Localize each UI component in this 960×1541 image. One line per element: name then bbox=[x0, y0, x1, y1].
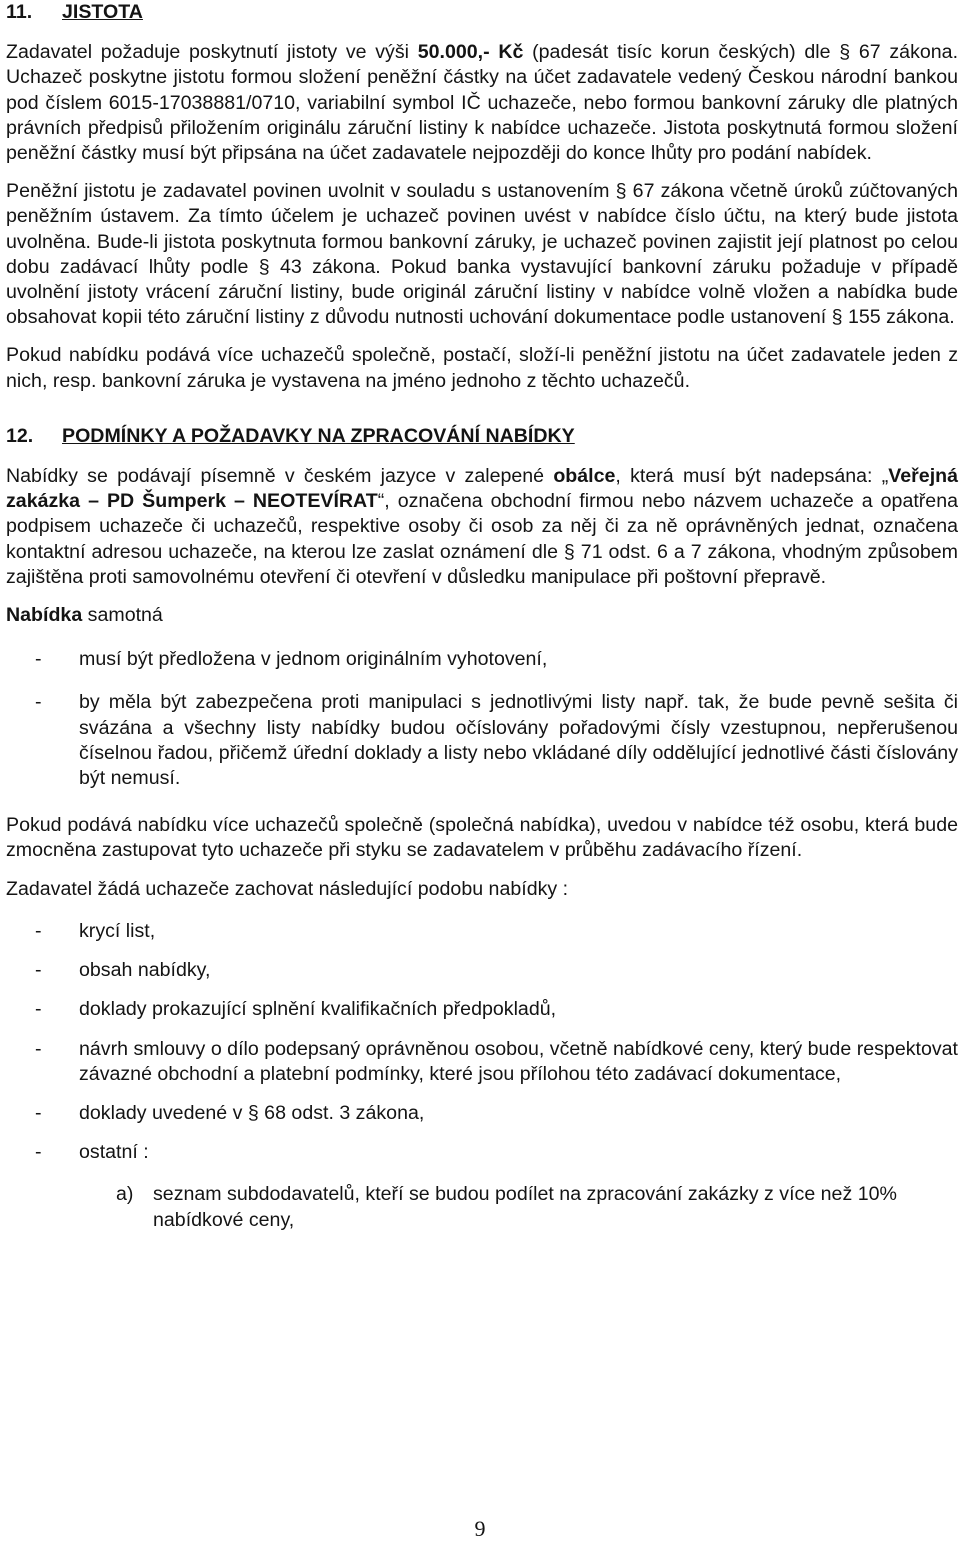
bid-bold: Nabídka bbox=[6, 604, 83, 627]
list-item-text: návrh smlouvy o dílo podepsaný oprávněnou osobou, včetně nabídkové ceny, který bude respektovat závazné obchodní a platební podmínky, které jsou přílohou této zadávací dokumentace, bbox=[79, 1037, 958, 1085]
list-item bbox=[6, 647, 958, 672]
paragraph-bid-itself bbox=[6, 603, 958, 628]
list-item-text: ostatní : bbox=[79, 1141, 149, 1164]
list-item-text: doklady uvedené v § 68 odst. 3 zákona, bbox=[79, 1101, 425, 1124]
section-title: JISTOTA bbox=[62, 1, 143, 23]
sub-list-item-a bbox=[6, 1182, 958, 1232]
envelope-label-bold: Veřejná zakázka – PD Šumperk – NEOTEVÍRAT bbox=[6, 465, 958, 513]
section-number: 12. bbox=[6, 424, 34, 447]
amount-bold: 50.000,- Kč bbox=[417, 41, 524, 64]
list-dash: - bbox=[35, 1101, 42, 1124]
paragraph-guarantee-release: Peněžní jistotu je zadavatel povinen uvolnit v souladu s ustanovením § 67 zákona včetně úroků zúčtovaných peněžním ústavem. Za tímto účelem je uchazeč povinen uvést v nabídce číslo účtu, na který bude jistota uvolněna. Bude-li jistota poskytnuta formou bankovní záruky, je uchazeč povinen zajistit její platnost po celou dobu zadávací lhůty podle § 43 zákona. Pokud banka vystavující bankovní záruku požaduje v případě uvolnění jistoty vrácení záruční listiny, bude originál záruční listiny v nabídce volně vložen a nabídka bude obsahovat kopii této záruční listiny z důvodu nutnosti uchování dokumentace podle ustanovení § 155 zákona. bbox=[6, 180, 958, 329]
list-item bbox=[6, 997, 958, 1022]
list-item bbox=[6, 919, 958, 944]
sub-list-marker: a) bbox=[116, 1183, 134, 1206]
text-run: Nabídky se podávají písemně v českém jazyce v zalepené bbox=[6, 465, 554, 488]
paragraph-joint-bid: Pokud nabídku podává více uchazečů společně, postačí, složí-li peněžní jistotu na účet zadavatele jeden z nich, resp. bankovní záruka je vystavena na jméno jednoho z těchto uchazečů. bbox=[6, 344, 958, 392]
bid-structure-list bbox=[6, 919, 958, 1165]
list-dash: - bbox=[35, 959, 42, 982]
page-number: 9 bbox=[474, 1516, 486, 1541]
section-title: PODMÍNKY A POŽADAVKY NA ZPRACOVÁNÍ NABÍDKY bbox=[62, 424, 575, 447]
sub-list-text: seznam subdodavatelů, kteří se budou podílet na zpracování zakázky z více než 10% nabídkové ceny, bbox=[153, 1183, 897, 1231]
list-dash: - bbox=[35, 691, 42, 714]
list-dash: - bbox=[35, 919, 42, 942]
list-item-text: by měla být zabezpečena proti manipulaci s jednotlivými listy např. tak, že bude pevně sešita či svázána a všechny listy nabídky budou očíslovány pořadovými čísly vzestupnou, nepřerušenou číselnou řadou, přičemž úřední doklady a listy nebo vkládané díly oddělující jednotlivé části číslovány být nemusí. bbox=[79, 691, 958, 790]
list-item-text: musí být předložena v jednom originálním vyhotovení, bbox=[79, 648, 548, 671]
list-item bbox=[6, 958, 958, 983]
list-dash: - bbox=[35, 1037, 42, 1060]
list-item-text: obsah nabídky, bbox=[79, 959, 211, 982]
list-dash: - bbox=[35, 648, 42, 671]
text-run: “, označena obchodní firmou nebo názvem uchazeče a opatřena podpisem uchazeče či uchazečů, respektive osoby či osob za něj či za ně oprávněných jednat, označena kontaktní adresou uchazeče, na kterou lze zaslat oznámení dle § 71 odst. 6 a 7 zákona, vhodným způsobem zajištěna proti samovolnému otevření či otevření v důsledku manipulace při poštovní přepravě. bbox=[6, 490, 958, 588]
paragraph-bid-structure-intro: Zadavatel žádá uchazeče zachovat následující podobu nabídky : bbox=[6, 877, 569, 900]
paragraph-guarantee-amount bbox=[6, 40, 958, 166]
text-run: , která musí být nadepsána: „ bbox=[615, 465, 889, 488]
section-12-heading bbox=[6, 424, 958, 449]
bid-requirements-list bbox=[6, 647, 958, 791]
section-11-heading bbox=[6, 0, 958, 25]
list-item bbox=[6, 1140, 958, 1165]
list-item-text: doklady prokazující splnění kvalifikačních předpokladů, bbox=[79, 998, 557, 1021]
list-dash: - bbox=[35, 998, 42, 1021]
paragraph-joint-bid-representative: Pokud podává nabídku více uchazečů společně (společná nabídka), uvedou v nabídce též osobu, která bude zmocněna zastupovat tyto uchazeče při styku se zadavatelem v průběhu zadávacího řízení. bbox=[6, 814, 958, 862]
list-item bbox=[6, 1037, 958, 1087]
document-page bbox=[6, 0, 958, 1233]
text-run: (padesát tisíc korun českých) dle § 67 zákona. Uchazeč poskytne jistotu formou složení peněžní částky na účet zadavatele vedený Českou národní bankou pod číslem 6015-17038881/0710, variabilní symbol IČ uchazeče, nebo formou bankovní záruky dle platných právních předpisů přiložením originálu záruční listiny k nabídce uchazeče. Jistota poskytnutá formou složení peněžní částky musí být připsána na účet zadavatele nejpozději do konce lhůty pro podání nabídek. bbox=[6, 41, 959, 165]
text-run: Zadavatel požaduje poskytnutí jistoty ve výši bbox=[6, 41, 418, 64]
list-item bbox=[6, 690, 958, 791]
text-run: samotná bbox=[82, 604, 163, 627]
list-item bbox=[6, 1101, 958, 1126]
list-item-text: krycí list, bbox=[79, 919, 156, 942]
envelope-bold: obálce bbox=[553, 465, 616, 488]
list-dash: - bbox=[35, 1141, 42, 1164]
paragraph-envelope bbox=[6, 464, 958, 590]
section-number: 11. bbox=[6, 1, 33, 23]
